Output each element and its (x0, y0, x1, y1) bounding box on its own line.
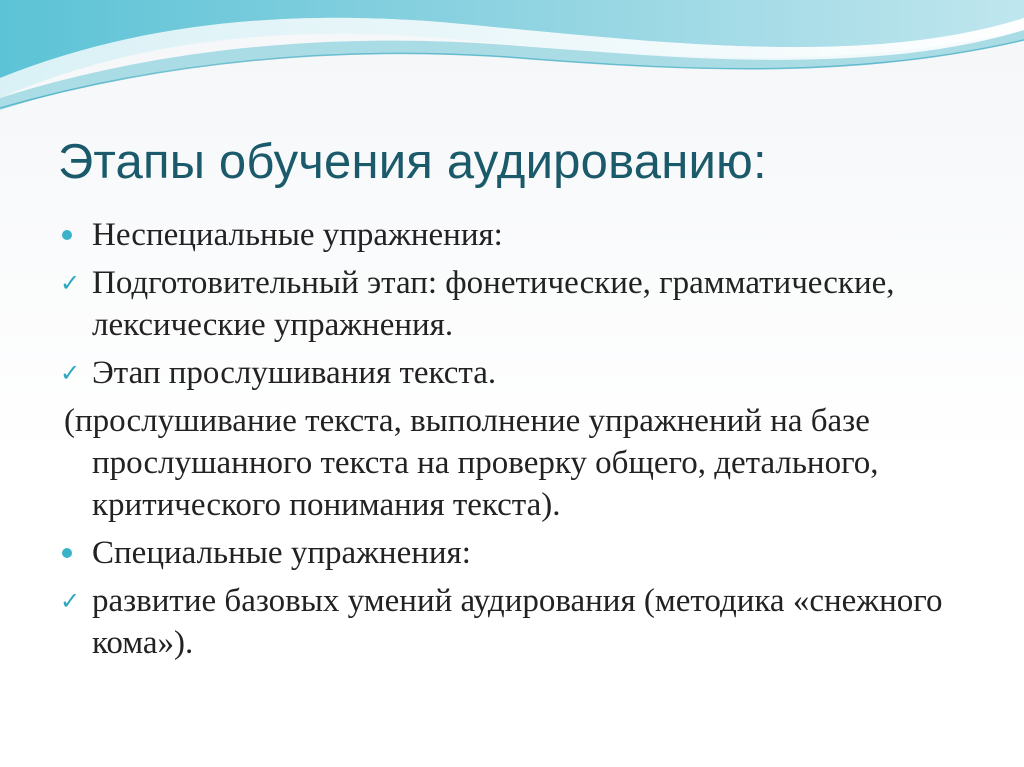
list-item-text: развитие базовых умений аудирования (методика «снежного кома»). (92, 583, 943, 661)
list-item (60, 214, 1000, 256)
list-item (60, 352, 1000, 394)
bullet-dot-icon (60, 214, 90, 256)
list-item-text: Подготовительный этап: фонетические, грамматические, лексические упражнения. (92, 265, 895, 343)
slide-title: Этапы обучения аудированию: (58, 135, 767, 189)
list-item-text: Неспециальные упражнения: (92, 217, 503, 253)
list-item (60, 580, 1000, 664)
list-item-text: Этап прослушивания текста. (92, 355, 497, 391)
list-item (60, 532, 1000, 574)
header-wave-decoration (0, 0, 1024, 120)
checkmark-icon: ✓ (60, 269, 81, 297)
content-list (60, 214, 1000, 670)
bullet-dot-icon (60, 532, 90, 574)
checkmark-icon: ✓ (60, 587, 81, 615)
list-item (60, 262, 1000, 346)
checkmark-icon: ✓ (60, 359, 81, 387)
list-item-text: (прослушивание текста, выполнение упражнений на базе прослушанного текста на проверку общего, детального, критического понимания текста). (64, 403, 879, 523)
list-item-text: Специальные упражнения: (92, 535, 471, 571)
list-item (60, 400, 1000, 526)
